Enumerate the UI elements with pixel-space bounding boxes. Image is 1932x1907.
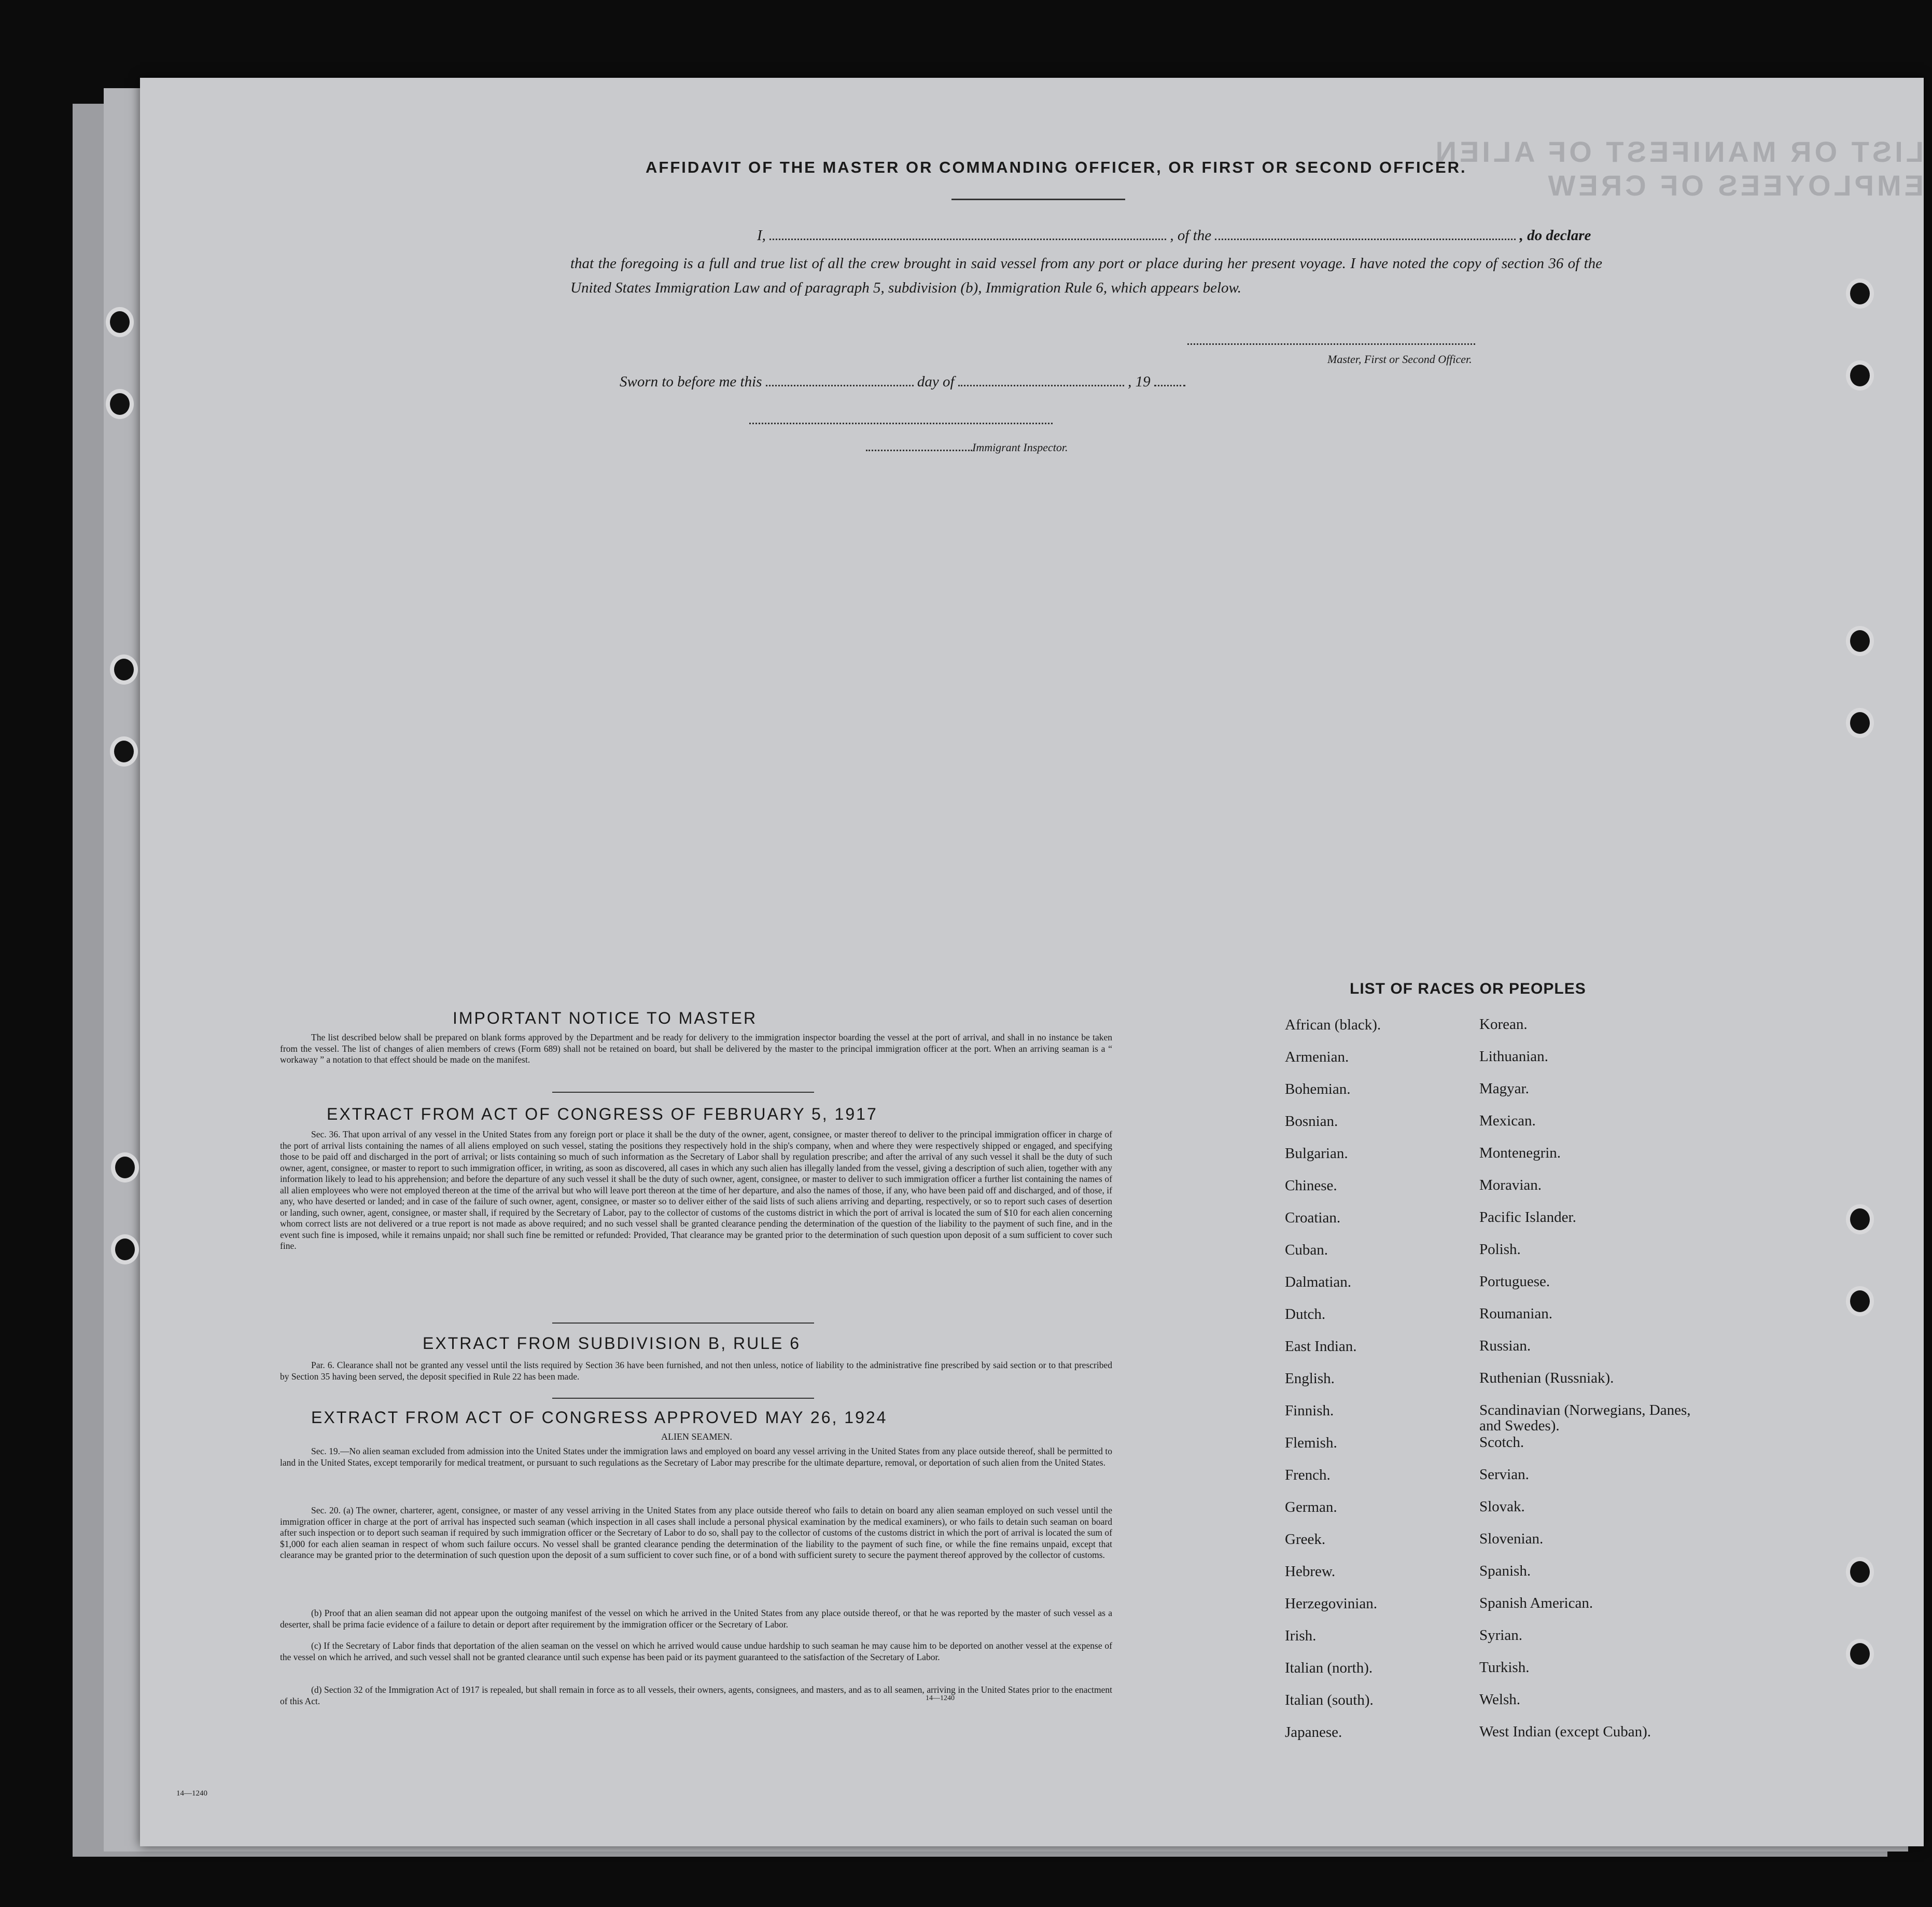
inspector-signature-blank (749, 423, 1053, 424)
vessel-blank (1215, 239, 1516, 240)
race-name: Pacific Islander. (1479, 1209, 1576, 1226)
notice-title: IMPORTANT NOTICE TO MASTER (453, 1009, 758, 1027)
binder-hole (1850, 712, 1870, 734)
race-row (1285, 1049, 1700, 1081)
notice-text: The list described below shall be prepared on blank forms approved by the Department and be ready for delivery to the immigration inspector boarding the vessel at the port of arrival, and shall in no instance be taken from the vessel. The list of changes of alien members of crews (Form 689) shall not be retained on board, but shall be delivered by the master to the principal immigration officer at the port. When an arriving seaman is a “ workaway ” a notation to that effect should be made on the manifest. (280, 1032, 1112, 1065)
binder-hole (110, 311, 130, 333)
notice-rule (552, 1092, 814, 1093)
race-name: Bohemian. (1285, 1081, 1351, 1097)
race-name: Herzegovinian. (1285, 1595, 1377, 1612)
race-row (1285, 1274, 1700, 1306)
bleed-through-heading: LIST OR MANIFEST OF ALIEN EMPLOYEES OF CREW (1432, 135, 1924, 202)
race-row (1285, 1660, 1700, 1692)
sworn-year: , 19 (1128, 373, 1151, 390)
race-name: Scandinavian (Norwegians, Danes, and Swedes). (1479, 1402, 1691, 1434)
binder-hole (115, 1157, 135, 1178)
declaration-body: that the foregoing is a full and true list of all the crew brought in said vessel from any port or place during her present voyage. I have noted the copy of section 36 of the United States Immigration Law and of paragraph 5, subdivision (b), Immigration Rule 6, which appears below. (570, 255, 1602, 296)
binder-hole (1850, 365, 1870, 386)
declaration-i: I, (757, 227, 766, 244)
race-name: Dutch. (1285, 1306, 1326, 1323)
race-row (1285, 1595, 1700, 1627)
extract-form-number: 14—1240 (926, 1694, 955, 1702)
binder-hole (1850, 1290, 1870, 1312)
binder-hole (114, 741, 134, 762)
race-name: Turkish. (1479, 1659, 1530, 1676)
sec-20d-text: (d) Section 32 of the Immigration Act of 1917 is repealed, but shall remain in force as to all vessels, their owners, agents, consignees, and masters, and as to all seamen, arriving in the United States prior to the enactment of this Act. (280, 1685, 1112, 1706)
binder-hole (1850, 1208, 1870, 1230)
race-name: Finnish. (1285, 1402, 1334, 1419)
race-row (1285, 1306, 1700, 1338)
footer-form-number: 14—1240 (176, 1789, 207, 1798)
race-row (1285, 1531, 1700, 1563)
race-name: West Indian (except Cuban). (1479, 1723, 1651, 1740)
sec-20c-text: (c) If the Secretary of Labor finds that deportation of the alien seaman on the vessel on which he arrived would cause undue hardship to such seaman he may cause him to be deported on another vessel at the expense of the vessel on which he arrived, and such vessel shall not be granted clearance until such expense has been paid or its payment guaranteed to the satisfaction of the Secretary of Labor. (280, 1640, 1112, 1662)
race-name: Italian (north). (1285, 1660, 1373, 1676)
race-name: Chinese. (1285, 1177, 1337, 1194)
sworn-line (620, 373, 1185, 391)
race-row (1285, 1338, 1700, 1370)
race-name: African (black). (1285, 1017, 1381, 1033)
race-name: Cuban. (1285, 1242, 1328, 1258)
extract-rule6-title: EXTRACT FROM SUBDIVISION B, RULE 6 (423, 1334, 801, 1353)
race-name: Polish. (1479, 1241, 1521, 1258)
race-name: English. (1285, 1370, 1335, 1387)
sworn-day: day of (917, 373, 955, 390)
race-row (1285, 1081, 1700, 1113)
race-row (1285, 1177, 1700, 1209)
inspector-line (866, 441, 1068, 454)
binder-hole (115, 1238, 135, 1260)
extract-rule6-text: Par. 6. Clearance shall not be granted any vessel until the lists required by Section 36 have been furnished, and not then unless, notice of liability to the administrative fine prescribed by said section or to that prescribed by Section 35 having been served, the deposit specified in Rule 22 has been made. (280, 1360, 1112, 1382)
race-row (1285, 1017, 1700, 1049)
month-blank (958, 385, 1124, 386)
race-name: Bulgarian. (1285, 1145, 1348, 1162)
race-name: Croatian. (1285, 1209, 1341, 1226)
race-name: Irish. (1285, 1627, 1317, 1644)
race-name: Bosnian. (1285, 1113, 1338, 1130)
race-row (1285, 1402, 1700, 1435)
race-name: Spanish American. (1479, 1595, 1593, 1611)
race-name: Japanese. (1285, 1724, 1342, 1741)
race-name: Korean. (1479, 1016, 1528, 1033)
binder-hole (1850, 1643, 1870, 1665)
race-name: Lithuanian. (1479, 1048, 1548, 1065)
race-name: Slovenian. (1479, 1530, 1544, 1547)
races-list (1285, 1017, 1700, 1756)
sec-19-text: Sec. 19.—No alien seaman excluded from admission into the United States under the immigration laws and employed on board any vessel arriving in the United States from any place outside thereof, shall be permitted to land in the United States, except temporarily for medical treatment, or pursuant to such regulations as the Secretary of Labor may prescribe for the ultimate departure, removal, or deportation of such alien from the United States. (280, 1446, 1112, 1468)
races-title: LIST OF RACES OR PEOPLES (1350, 980, 1586, 997)
binder-hole (1850, 1561, 1870, 1583)
inspector-dots (866, 450, 972, 451)
declaration-of: , of the (1170, 227, 1212, 244)
year-blank (1154, 385, 1185, 386)
race-row (1285, 1499, 1700, 1531)
binder-hole (1850, 283, 1870, 304)
extract-1924-title: EXTRACT FROM ACT OF CONGRESS APPROVED MAY 26, 1924 (311, 1408, 888, 1427)
race-name: Portuguese. (1479, 1273, 1550, 1290)
race-row (1285, 1627, 1700, 1660)
inspector-caption: Immigrant Inspector. (972, 441, 1068, 454)
race-name: Dalmatian. (1285, 1274, 1352, 1290)
race-name: East Indian. (1285, 1338, 1357, 1355)
race-row (1285, 1370, 1700, 1402)
extract-1917-rule (552, 1323, 814, 1324)
title-rule (951, 199, 1125, 200)
extract-rule6-rule (552, 1398, 814, 1399)
sworn-prefix: Sworn to before me this (620, 373, 762, 390)
extract-1917-title: EXTRACT FROM ACT OF CONGRESS OF FEBRUARY 5, 1917 (327, 1105, 878, 1123)
race-name: Russian. (1479, 1338, 1531, 1354)
race-row (1285, 1724, 1700, 1756)
race-name: Scotch. (1479, 1434, 1524, 1451)
race-row (1285, 1113, 1700, 1145)
sec-20a-text: Sec. 20. (a) The owner, charterer, agent, consignee, or master of any vessel arriving in the United States from any place outside thereof who fails to detain on board any alien seaman employed on such vessel until the immigration officer in charge at the port of arrival has inspected such seaman (which inspection in all cases shall include a personal physical examination by the medical examiners), or who fails to detain such seaman on board after such inspection or to deport such seaman if required by such immigration officer or the Secretary of Labor to do so, shall pay to the collector of customs of the customs district in which the port of arrival is located the sum of $1,000 for each alien seaman in respect of whom such failure occurs. No vessel shall be granted clearance pending the determination of the liability to the payment of such fine, or while the fine remains unpaid, except that clearance may be granted prior to the determination of such question upon the deposit of a sum sufficient to cover such fine, or of a bond with sufficient surety to secure the payment thereof approved by the collector of customs. (280, 1505, 1112, 1560)
race-row (1285, 1209, 1700, 1242)
binder-hole (110, 393, 130, 415)
race-row (1285, 1435, 1700, 1467)
race-name: French. (1285, 1467, 1331, 1483)
affidavit-title: AFFIDAVIT OF THE MASTER OR COMMANDING OFFICER, OR FIRST OR SECOND OFFICER. (646, 158, 1467, 176)
race-name: Servian. (1479, 1466, 1529, 1483)
declaration-declare: , do declare (1519, 227, 1591, 244)
race-name: Roumanian. (1479, 1305, 1552, 1322)
race-name: Ruthenian (Russniak). (1479, 1370, 1614, 1386)
race-name: Syrian. (1479, 1627, 1522, 1644)
race-name: Hebrew. (1285, 1563, 1336, 1580)
race-name: Magyar. (1479, 1080, 1529, 1097)
race-name: Moravian. (1479, 1177, 1542, 1193)
name-blank (769, 239, 1166, 240)
race-name: Armenian. (1285, 1049, 1349, 1065)
affidavit-page (140, 78, 1924, 1846)
race-row (1285, 1145, 1700, 1177)
race-name: Mexican. (1479, 1112, 1536, 1129)
day-blank (766, 385, 914, 386)
sec-20b-text: (b) Proof that an alien seaman did not appear upon the outgoing manifest of the vessel on which he arrived in the United States from any place outside thereof, or that he was reported by the master of such vessel as a deserter, shall be prima facie evidence of a failure to detain or deport after requirement by the immigration officer or the Secretary of Labor. (280, 1608, 1112, 1630)
race-row (1285, 1467, 1700, 1499)
race-name: Montenegrin. (1479, 1145, 1561, 1161)
binder-hole (114, 659, 134, 680)
master-signature-blank (1187, 343, 1475, 345)
race-name: Italian (south). (1285, 1692, 1374, 1708)
race-row (1285, 1692, 1700, 1724)
extract-1917-text: Sec. 36. That upon arrival of any vessel in the United States from any foreign port or place it shall be the duty of the owner, agent, consignee, or master thereof to deliver to the principal immigration officer in charge of the port of arrival lists containing the names of all aliens employed on such vessel, stating the positions they respectively hold in the ship's company, when and where they were respectively shipped or engaged, and specifying those to be paid off and discharged in the port of arrival; or lists containing so much of such information as the Secretary of Labor shall by regulation prescribe; and after the arrival of any such vessel it shall be the duty of such owner, agent, consignee, or master to report to such immigration officer, in writing, as soon as discovered, all cases in which any such alien has illegally landed from the vessel, giving a description of such alien, together with any information likely to lead to his apprehension; and before the departure of any such vessel it shall be the duty of such owner, agent, consignee, or master to deliver to such immigration officer a further list containing the names of all alien employees who were not employed thereon at the time of the arrival but who will leave port thereon at the time of her departure, and also the names of those, if any, who have been paid off and discharged, and of those, if any, who have deserted or landed; and in case of the failure of such owner, agent, consignee, or master so to deliver either of the said lists of such aliens arriving and departing, respectively, or so to report such cases of desertion or landing, such owner, agent, consignee, or master shall, if required by the Secretary of Labor, pay to the collector of customs of the customs district in which the port of arrival is located the sum of $10 for each alien concerning whom correct lists are not delivered or a true report is not made as above required; and no such vessel shall be granted clearance pending the determination of the question of the liability to the payment of such fine, and in the event such fine is imposed, while it remains unpaid; nor shall such fine be remitted or refunded: Provided, That clearance may be granted prior to the determination of such question upon deposit of a sum sufficient to cover such fine. (280, 1129, 1112, 1251)
race-row (1285, 1563, 1700, 1595)
binder-hole (1850, 630, 1870, 652)
race-name: Flemish. (1285, 1435, 1337, 1451)
declaration-line (620, 227, 1651, 244)
race-name: Greek. (1285, 1531, 1326, 1548)
race-row (1285, 1242, 1700, 1274)
master-caption: Master, First or Second Officer. (1327, 353, 1472, 366)
race-name: German. (1285, 1499, 1337, 1515)
extract-1924-subtitle: ALIEN SEAMEN. (661, 1431, 732, 1442)
race-name: Slovak. (1479, 1498, 1525, 1515)
race-name: Spanish. (1479, 1563, 1531, 1579)
race-name: Welsh. (1479, 1691, 1521, 1708)
